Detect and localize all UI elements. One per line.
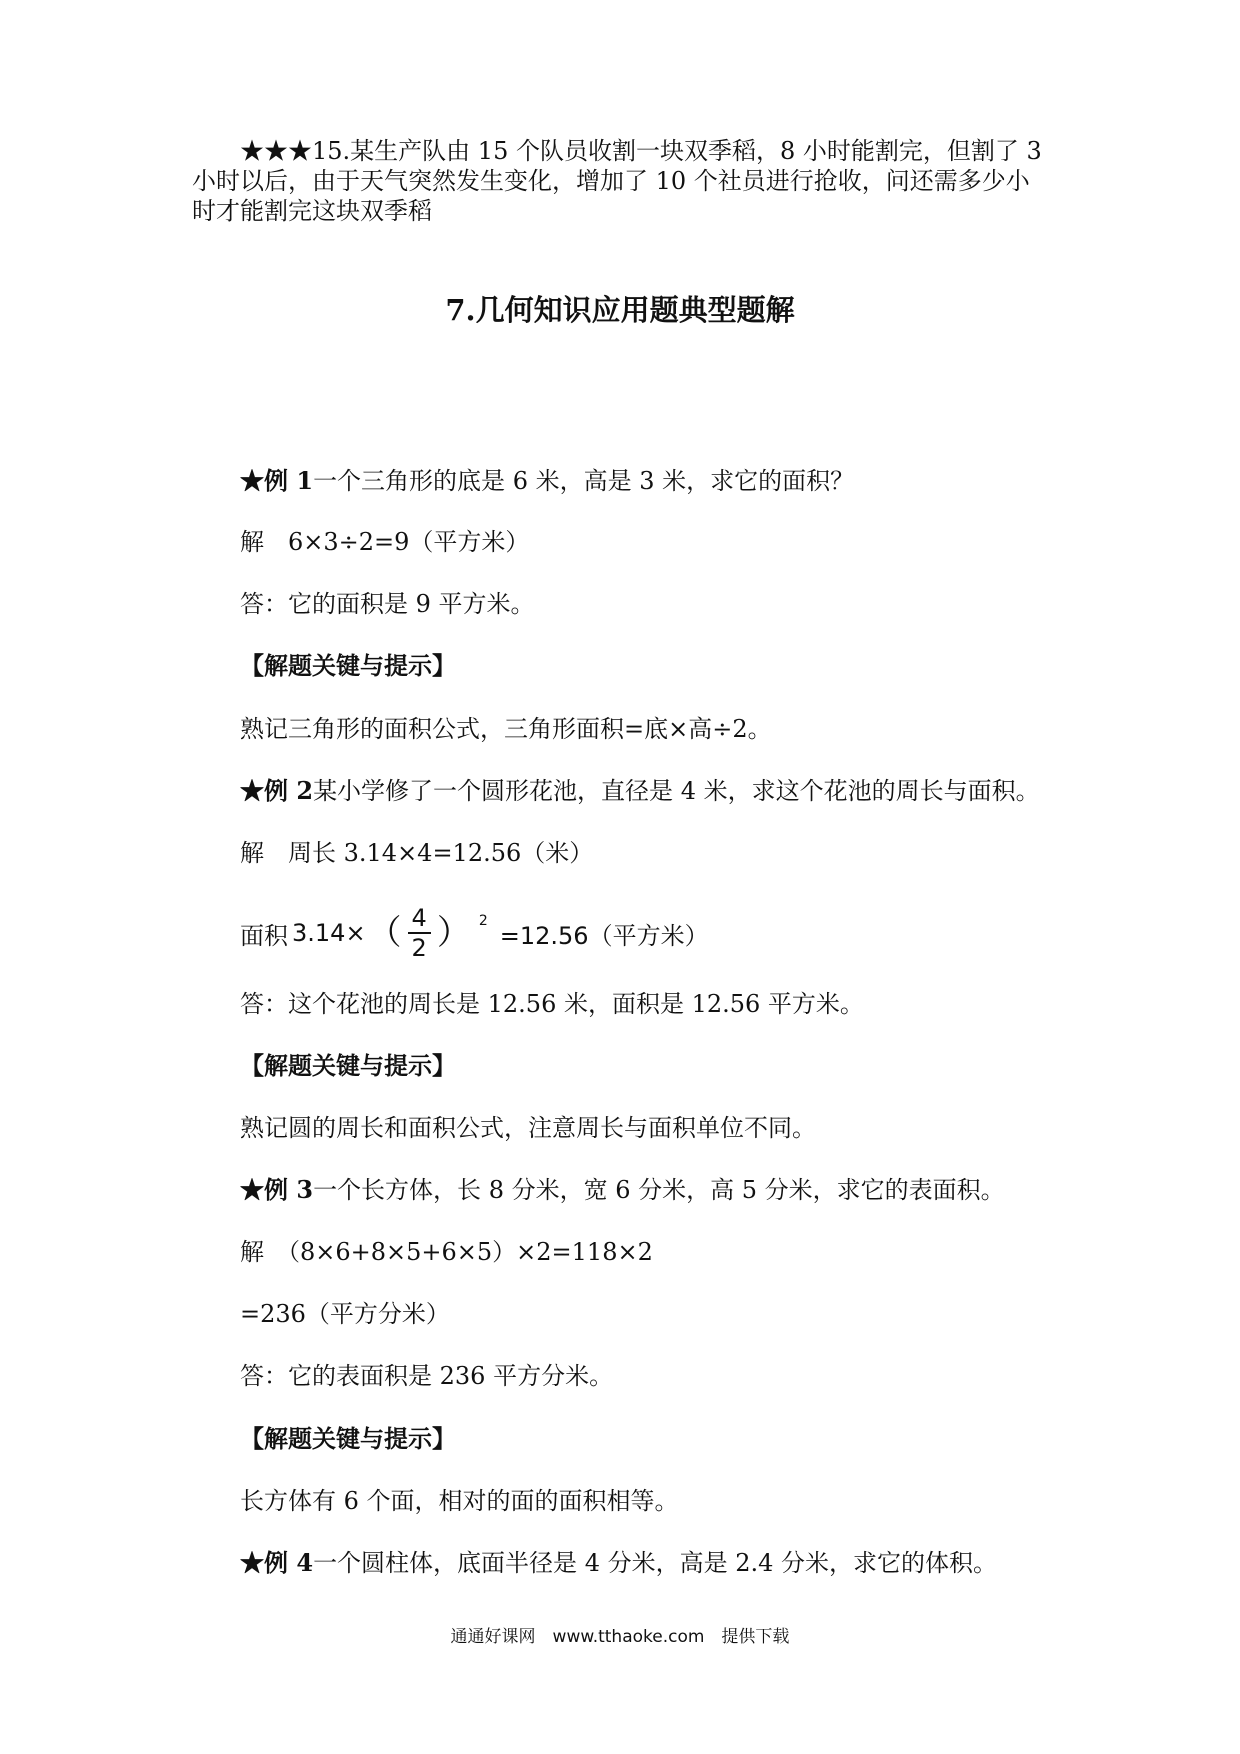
formula-coefficient: 3.14× xyxy=(292,919,366,947)
formula-right-paren: ） xyxy=(436,913,471,953)
formula-denominator: 2 xyxy=(411,934,427,962)
example-1-label: ★例 1 xyxy=(240,466,314,495)
example-2-tip: 熟记圆的周长和面积公式，注意周长与面积单位不同。 xyxy=(240,1114,816,1142)
example-1-question xyxy=(240,465,854,497)
example-2-question-text: 某小学修了一个圆形花池，直径是 4 米，求这个花池的周长与面积。 xyxy=(313,777,1040,805)
example-2-answer: 答：这个花池的周长是 12.56 米，面积是 12.56 平方米。 xyxy=(240,990,864,1018)
example-2-tip-heading: 【解题关键与提示】 xyxy=(240,1051,456,1080)
formula-numerator: 4 xyxy=(408,906,431,934)
problem-15-line-1: ★★★15.某生产队由 15 个队员收割一块双季稻，8 小时能割完，但割了 3 xyxy=(240,137,1042,165)
example-4-question-text: 一个圆柱体，底面半径是 4 分米，高是 2.4 分米，求它的体积。 xyxy=(313,1549,998,1577)
example-2-area-formula xyxy=(240,898,709,968)
section-title: 7.几何知识应用题典型题解 xyxy=(445,293,795,327)
formula-exponent: 2 xyxy=(478,913,488,929)
problem-15-line-2: 小时以后，由于天气突然发生变化，增加了 10 个社员进行抢收，问还需多少小 xyxy=(192,167,1030,195)
example-3-solution-2: =236（平方分米） xyxy=(240,1300,450,1328)
example-2-label: ★例 2 xyxy=(240,776,314,805)
example-3-tip-heading: 【解题关键与提示】 xyxy=(240,1424,456,1453)
example-1-question-text: 一个三角形的底是 6 米，高是 3 米，求它的面积？ xyxy=(313,467,855,495)
example-3-label: ★例 3 xyxy=(240,1175,314,1204)
example-2-solution: 解 周长 3.14×4=12.56（米） xyxy=(240,839,594,867)
example-1-tip: 熟记三角形的面积公式，三角形面积=底×高÷2。 xyxy=(240,715,772,743)
example-1-solution: 解 6×3÷2=9（平方米） xyxy=(240,528,530,556)
page-footer: 通通好课网 www.tthaoke.com 提供下载 xyxy=(450,1627,790,1647)
example-3-question xyxy=(240,1174,1005,1206)
example-2-question xyxy=(240,775,1040,807)
formula-fraction xyxy=(408,906,431,960)
example-4-question xyxy=(240,1547,997,1579)
problem-15-line-3: 时才能割完这块双季稻 xyxy=(192,197,432,225)
example-1-answer: 答：它的面积是 9 平方米。 xyxy=(240,590,535,618)
example-3-tip: 长方体有 6 个面，相对的面的面积相等。 xyxy=(240,1487,679,1515)
formula-prefix: 面积 xyxy=(240,921,288,950)
example-3-question-text: 一个长方体，长 8 分米，宽 6 分米，高 5 分米，求它的表面积。 xyxy=(313,1176,1005,1204)
example-3-solution-1: 解 （8×6+8×5+6×5）×2=118×2 xyxy=(240,1238,653,1266)
example-1-tip-heading: 【解题关键与提示】 xyxy=(240,651,456,680)
example-3-answer: 答：它的表面积是 236 平方分米。 xyxy=(240,1362,614,1390)
example-4-label: ★例 4 xyxy=(240,1548,314,1577)
formula-result: =12.56（平方米） xyxy=(499,921,709,950)
formula-left-paren: （ xyxy=(367,913,402,953)
